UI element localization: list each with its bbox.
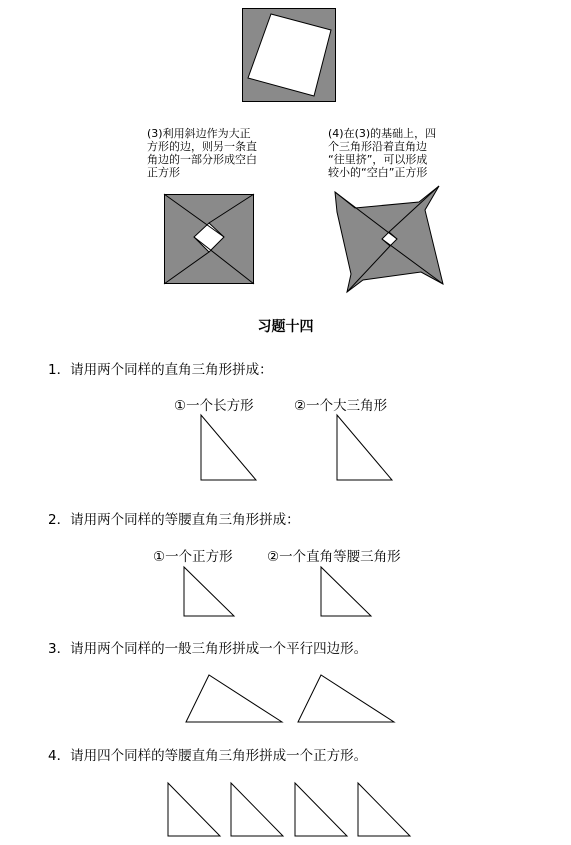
exercise-1-triangle-1 [200,414,260,482]
caption-3 [147,127,257,179]
exercise-3-text: 3．请用两个同样的一般三角形拼成一个平行四边形。 [48,641,368,657]
exercise-1-text: 1．请用两个同样的直角三角形拼成： [48,362,273,378]
caption-4-line-1: (4)在(3)的基础上，四 [328,127,437,140]
exercise-1-triangle-2 [336,414,396,482]
exercise-1-option-2: ②一个大三角形 [294,398,388,414]
exercise-4-triangle-2 [230,782,286,838]
caption-4 [328,127,436,179]
exercise-3-triangle-2-shape [298,675,394,722]
exercise-3-triangle-1 [185,674,285,724]
exercise-3-triangle-1-shape [186,675,282,722]
exercise-2-triangle-1-shape [184,567,234,616]
figure-3-square [164,194,254,284]
top-square-figure [242,8,336,102]
exercise-4-triangle-3 [294,782,350,838]
caption-3-line-4: 正方形 [147,166,180,179]
exercise-4-triangle-1-shape [168,783,220,836]
figure-4-pinwheel [333,184,445,294]
exercise-2-triangle-2-shape [321,567,371,616]
caption-3-line-2: 方形的边，则另一条直 [147,140,257,153]
exercise-2-triangle-1 [183,566,243,618]
exercise-2-option-2: ②一个直角等腰三角形 [267,549,401,565]
exercise-1-option-1: ①一个长方形 [174,398,254,414]
exercise-4-text: 4．请用四个同样的等腰直角三角形拼成一个正方形。 [48,748,368,764]
caption-4-line-3: “往里挤”，可以形成 [328,153,428,166]
exercise-4-triangle-4 [357,782,413,838]
caption-3-line-3: 角边的一部分形成空白 [147,153,257,166]
caption-3-line-1: (3)利用斜边作为大正 [147,127,251,140]
caption-4-line-2: 个三角形沿着直角边 [328,140,427,153]
exercise-2-triangle-2 [320,566,380,618]
exercise-4-triangle-1 [167,782,223,838]
exercise-4-triangle-3-shape [295,783,347,836]
caption-4-line-4: 较小的“空白”正方形 [328,166,428,179]
exercise-4-triangle-2-shape [231,783,283,836]
exercise-1-triangle-2-shape [337,415,392,480]
exercise-3-triangle-2 [297,674,397,724]
exercise-2-text: 2．请用两个同样的等腰直角三角形拼成： [48,512,300,528]
exercise-2-option-1: ①一个正方形 [153,549,233,565]
exercise-4-triangle-4-shape [358,783,410,836]
exercise-1-triangle-1-shape [201,415,256,480]
exercise-heading: 习题十四 [257,319,314,335]
